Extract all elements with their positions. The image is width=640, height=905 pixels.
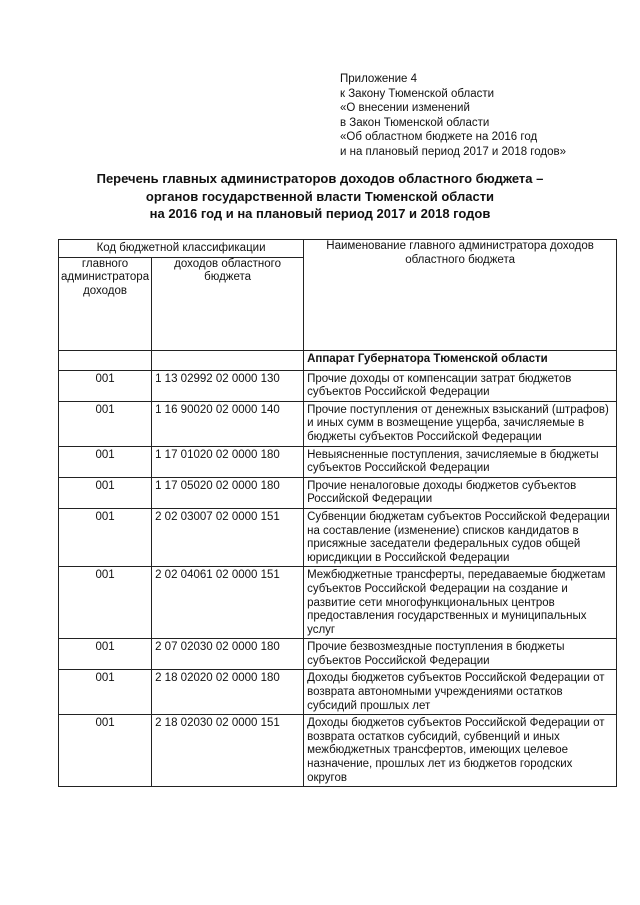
table-row (59, 401, 617, 446)
income-name: Межбюджетные трансферты, передаваемые бюджетам субъектов Российской Федерации на создание и развитие сети многофункциональных центров предоставления государственных и муниципальных услуг (304, 567, 617, 639)
appendix-line: и на плановый период 2017 и 2018 годов» (340, 145, 566, 158)
income-name: Доходы бюджетов субъектов Российской Федерации от возврата автономными учреждениями остатков субсидий прошлых лет (304, 670, 617, 715)
section-empty-cell (59, 350, 152, 370)
income-code: 2 02 04061 02 0000 151 (152, 567, 304, 639)
header-income-code: доходов областного бюджета (152, 257, 304, 350)
table-row (59, 567, 617, 639)
header-name: Наименование главного администратора доходов областного бюджета (304, 240, 617, 351)
admin-code: 001 (59, 477, 152, 508)
income-code: 1 17 05020 02 0000 180 (152, 477, 304, 508)
section-title: Аппарат Губернатора Тюменской области (304, 350, 617, 370)
appendix-note (340, 72, 566, 160)
section-row (59, 350, 617, 370)
table-row (59, 370, 617, 401)
appendix-line: к Закону Тюменской области (340, 87, 495, 100)
admin-code: 001 (59, 370, 152, 401)
header-kbk: Код бюджетной классификации (59, 240, 304, 258)
income-code: 2 02 03007 02 0000 151 (152, 508, 304, 566)
income-code: 1 16 90020 02 0000 140 (152, 401, 304, 446)
income-name: Прочие безвозмездные поступления в бюджеты субъектов Российской Федерации (304, 639, 617, 670)
admin-code: 001 (59, 567, 152, 639)
income-name: Доходы бюджетов субъектов Российской Федерации от возврата остатков субсидий, субвенций и иных межбюджетных трансфертов, имеющих целевое назначение, прошлых лет из бюджетов городских округов (304, 715, 617, 787)
income-code: 2 07 02030 02 0000 180 (152, 639, 304, 670)
document-title (0, 170, 640, 223)
income-code: 1 13 02992 02 0000 130 (152, 370, 304, 401)
appendix-line: в Закон Тюменской области (340, 116, 490, 129)
income-code: 2 18 02020 02 0000 180 (152, 670, 304, 715)
title-line: органов государственной власти Тюменской области (145, 188, 495, 204)
admin-code: 001 (59, 508, 152, 566)
table-row (59, 508, 617, 566)
table-row (59, 446, 617, 477)
admin-code: 001 (59, 401, 152, 446)
appendix-line: «Об областном бюджете на 2016 год (340, 131, 538, 144)
income-name: Невыясненные поступления, зачисляемые в бюджеты субъектов Российской Федерации (304, 446, 617, 477)
appendix-line: Приложение 4 (340, 73, 418, 85)
income-name: Субвенции бюджетам субъектов Российской Федерации на составление (изменение) списков кандидатов в присяжные заседатели федеральных судов общей юрисдикции в Российской Федерации (304, 508, 617, 566)
title-line: на 2016 год и на плановый период 2017 и 2018 годов (149, 206, 491, 221)
appendix-line: «О внесении изменений (340, 102, 470, 115)
title-line: Перечень главных администраторов доходов областного бюджета – (96, 171, 544, 186)
admin-code: 001 (59, 446, 152, 477)
admin-code: 001 (59, 715, 152, 787)
administrators-table (58, 239, 617, 787)
admin-code: 001 (59, 670, 152, 715)
income-name: Прочие неналоговые доходы бюджетов субъектов Российской Федерации (304, 477, 617, 508)
admin-code: 001 (59, 639, 152, 670)
income-name: Прочие поступления от денежных взысканий (штрафов) и иных сумм в возмещение ущерба, зачисляемые в бюджеты субъектов Российской Федерации (304, 401, 617, 446)
header-admin-code: главного администратора доходов (59, 257, 152, 350)
table-row (59, 715, 617, 787)
income-code: 1 17 01020 02 0000 180 (152, 446, 304, 477)
income-name: Прочие доходы от компенсации затрат бюджетов субъектов Российской Федерации (304, 370, 617, 401)
table-row (59, 670, 617, 715)
table-row (59, 477, 617, 508)
income-code: 2 18 02030 02 0000 151 (152, 715, 304, 787)
table-row (59, 639, 617, 670)
table-header-row (59, 240, 617, 258)
section-empty-cell (152, 350, 304, 370)
